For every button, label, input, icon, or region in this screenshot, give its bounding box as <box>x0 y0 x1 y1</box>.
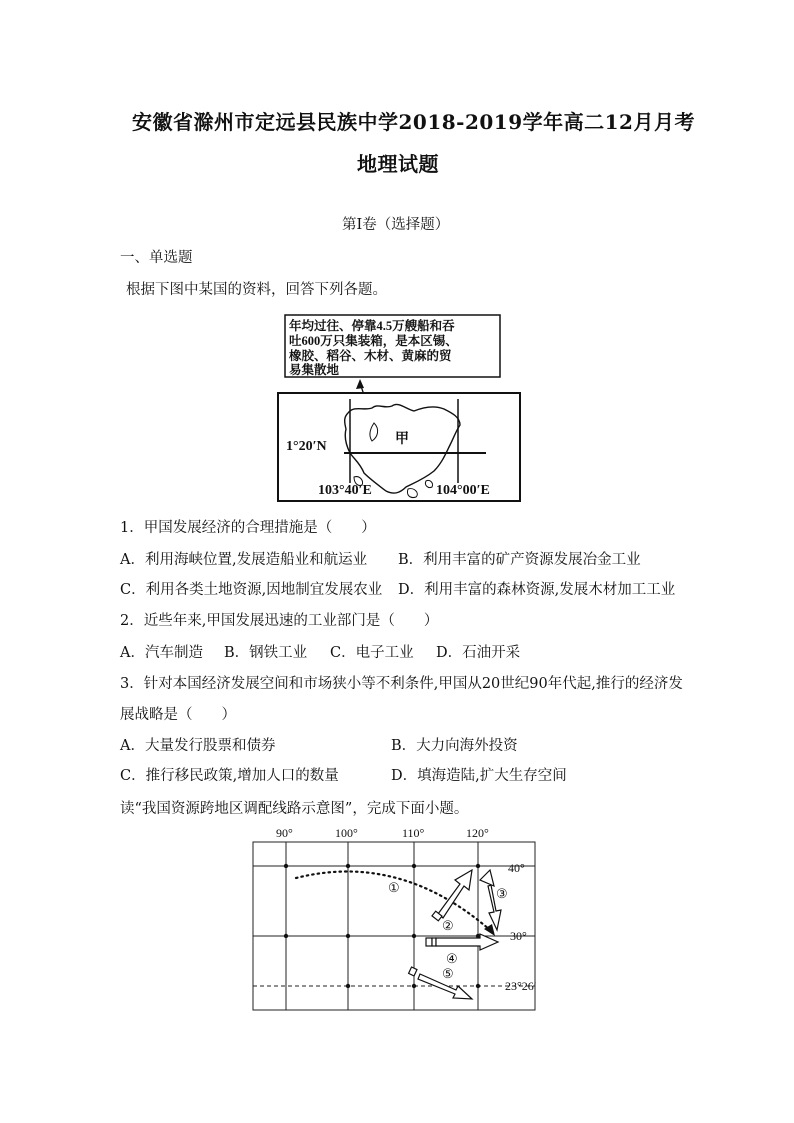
callout-line-4: 易集散地 <box>289 363 340 377</box>
map2-frame <box>253 842 535 1010</box>
lat-label-23: 23°26′ <box>505 979 537 993</box>
page-title: 安徽省滁州市定远县民族中学2018-2019学年高二12月月考 <box>132 110 695 134</box>
route-label-1: ① <box>388 880 400 895</box>
question-2-option-c: C．电子工业 <box>330 645 414 661</box>
route-label-3: ③ <box>496 886 508 901</box>
singapore-map <box>274 313 524 505</box>
question-3-option-a: A．大量发行股票和债券 <box>120 738 276 754</box>
lat-label-30: 30° <box>510 929 527 943</box>
question-2-option-b: B．钢铁工业 <box>224 645 308 661</box>
question-3-stem-line-1: 3．针对本国经济发展空间和市场狭小等不利条件,甲国从20世纪90年代起,推行的经济发 <box>120 676 683 692</box>
callout-line-2: 吐600万只集装箱，是本区锡、 <box>289 334 458 348</box>
question-3-option-d: D．填海造陆,扩大生存空间 <box>391 768 567 784</box>
route-2 <box>432 870 472 921</box>
question-2-option-a: A．汽车制造 <box>120 645 203 661</box>
lon-label-100: 100° <box>335 826 358 840</box>
question-3-option-c: C．推行移民政策,增加人口的数量 <box>120 768 339 784</box>
country-label: 甲 <box>395 432 409 447</box>
longitude-left-label: 103°40′E <box>318 483 372 498</box>
question-1-option-c: C．利用各类土地资源,因地制宜发展农业 <box>120 582 383 598</box>
route-label-2: ② <box>442 918 454 933</box>
question-1-option-b: B．利用丰富的矿产资源发展冶金工业 <box>398 552 641 568</box>
callout-line-3: 橡胶、稻谷、木材、黄麻的贸 <box>289 349 452 363</box>
page-subtitle: 地理试题 <box>357 152 439 176</box>
question-3-option-b: B．大力向海外投资 <box>391 738 518 754</box>
question-1-option-d: D．利用丰富的森林资源,发展木材加工工业 <box>398 582 676 598</box>
route-label-5: ⑤ <box>442 966 454 981</box>
question-3-stem-line-2: 展战略是（ ） <box>120 707 236 723</box>
latitude-label: 1°20′N <box>286 439 327 454</box>
lon-label-90: 90° <box>276 826 293 840</box>
lon-label-110: 110° <box>402 826 425 840</box>
route-5 <box>409 967 472 999</box>
question-2-option-d: D．石油开采 <box>436 645 521 661</box>
part-heading: 第I卷（选择题） <box>342 217 450 233</box>
resource-routes-map <box>250 826 550 1012</box>
section-heading: 一、单选题 <box>120 250 193 266</box>
lat-label-40: 40° <box>508 861 525 875</box>
question-1-option-a: A．利用海峡位置,发展造船业和航运业 <box>120 552 368 568</box>
lon-label-120: 120° <box>466 826 489 840</box>
callout-line-1: 年均过往、停靠4.5万艘船和吞 <box>289 319 455 333</box>
question-1-stem: 1．甲国发展经济的合理措施是（ ） <box>120 520 376 536</box>
intro-text-2: 读“我国资源跨地区调配线路示意图”，完成下面小题。 <box>120 801 469 817</box>
intro-text-1: 根据下图中某国的资料，回答下列各题。 <box>126 282 387 298</box>
route-label-4: ④ <box>446 951 458 966</box>
question-2-stem: 2．近些年来,甲国发展迅速的工业部门是（ ） <box>120 613 439 629</box>
longitude-right-label: 104°00′E <box>436 483 490 498</box>
